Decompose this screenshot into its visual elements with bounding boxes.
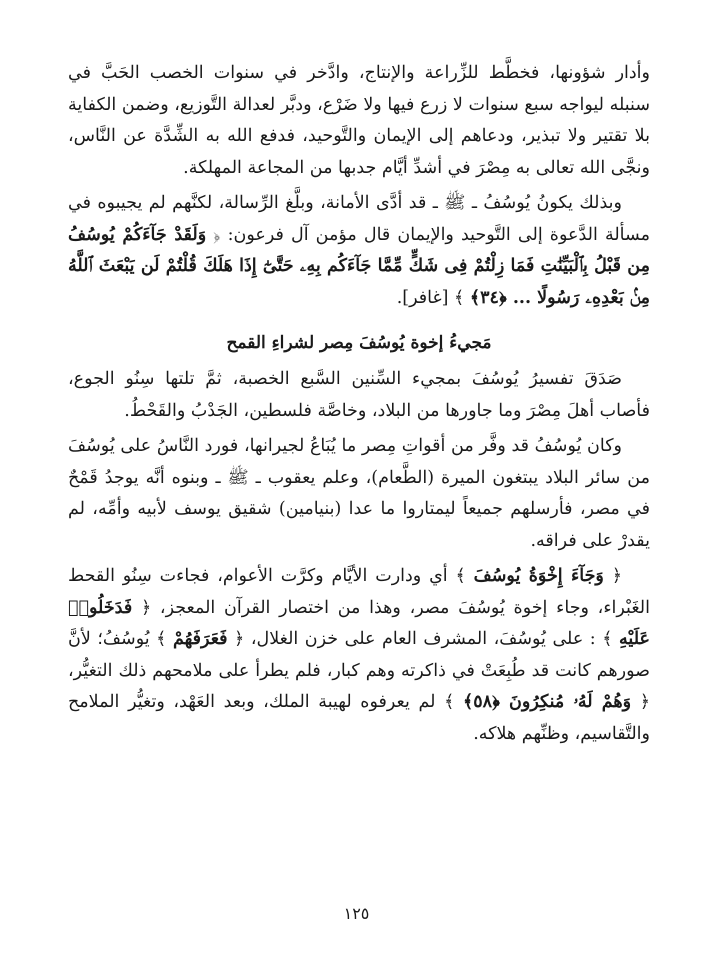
paragraph-joseph-management: وأدار شؤونها، فخطَّط للزِّراعة والإنتاج، وادَّخر في سنوات الخصب الحَبَّ في سنبله ليواجه سبع سنوات لا زرع فيها ولا ضَرْع، ودبَّر لعدالة التَّوزيع، وضمن الكفاية بلا تقتير ولا تبذير، ودعاهم إلى الإيمان والتَّوحيد، فدفع الله به الشِّدَّة عن النَّاس، ونجَّى الله تعالى به مِصْرَ في أشدِّ أيَّام جدبها من المجاعة المهلكة. [68, 63, 650, 178]
quran-phrase-unrecognizing: وَهُمْ لَهُۥ مُنكِرُونَ ﴿٥٨﴾ [463, 692, 632, 712]
paragraph-text: : على يُوسُفَ، المشرف العام على خزن الغلال، [250, 629, 596, 649]
paragraph-famine: صَدَقَ تفسيرُ يُوسُفَ بمجيء السِّنين السَّبع الخصبة، ثمَّ تلتها سِنُو الجوع، فأصاب أهلَ مِصْرَ وما جاورها من البلاد، وخاصَّة فلسطين، الجَدْبُ والقَحْطُ. [68, 369, 650, 421]
paragraph-text: يُوسُفُ؛ لأنَّ صورهم كانت قد طُبِعَتْ في ذاكرته وهم كبار، فلم يطرأ على ملامحهم ذلك التغيُّر، [68, 629, 650, 681]
quran-open-bracket: ﴿ [140, 597, 152, 618]
quran-open-bracket: ﴿ [213, 224, 221, 245]
quran-close-bracket: ﴾ [156, 629, 167, 649]
paragraph-text: أي ودارت الأيَّام وكرَّت الأعوام، فجاءت سِنُو القحط الغَبْراء، وجاء إخوة يُوسُفَ مصر، وهذا من اختصار القرآن المعجز، [68, 566, 650, 618]
quran-close-bracket: ﴾ [454, 287, 465, 308]
paragraph-brothers-sent: وكان يُوسُفُ قد وفَّر من أقواتِ مِصر ما يُبَاعُ لجيرانها، فورد النَّاسُ على يُوسُفَ من سائر البلاد يبتغون الميرة (الطَّعام)، وعلم يعقوب ـ ﷺ ـ وبنوه أنَّه يوجدُ قَمْحٌ في مصر، فأرسلهم جميعاً ليمتاروا ما عدا (بنيامين) شقيق يوسف لأبيه وأمِّه، لم يقدرْ على فراقه. [68, 436, 650, 551]
surah-reference: [غافر]. [396, 287, 449, 308]
section-heading: مَجيءُ إخوة يُوسُفَ مِصر لشراءِ القمح [226, 333, 492, 353]
paragraph-joseph-mission [68, 188, 650, 314]
quran-close-bracket: ﴾ [455, 566, 466, 586]
paragraph-brothers-arrive [68, 561, 650, 750]
quran-open-bracket: ﴿ [611, 566, 622, 586]
page-body [68, 58, 650, 754]
quran-open-bracket: ﴿ [639, 692, 650, 712]
quran-close-bracket: ﴾ [444, 692, 455, 712]
paragraph-text: وبذلك يكونُ يُوسُفُ ـ ﷺ ـ قد أدَّى الأمانة، وبلَّغ الرِّسالة، لكنَّهم لم يجيبوه في مسألة الدَّعوة إلى التَّوحيد والإيمان قال مؤمن آل فرعون: [68, 193, 650, 245]
quran-verse-ghafir-34: وَلَقَدْ جَآءَكُمْ يُوسُفُ مِن قَبْلُ بِٱلْبَيِّنَٰتِ فَمَا زِلْتُمْ فِى شَكٍّ مِّمَّا جَآءَكُم بِهِۦ حَتَّىٰٓ إِذَا هَلَكَ قُلْتُمْ لَن يَبْعَثَ ٱللَّهُ مِنۢ بَعْدِهِۦ رَسُولًا ... ﴿٣٤﴾ [68, 224, 650, 308]
quran-phrase-brothers-came: وَجَآءَ إِخْوَةُ يُوسُفَ [473, 566, 604, 586]
page-number: ١٢٥ [343, 904, 370, 923]
quran-close-bracket: ﴾ [602, 629, 613, 649]
paragraph-text: لم يعرفوه لهيبة الملك، وبعد العَهْد، وتغيُّر الملامح والتَّقاسيم، وظنِّهم هلاكه. [68, 692, 650, 744]
quran-phrase-entered: فَدَخَلُوا۟ عَلَيْهِ [68, 597, 650, 649]
quran-open-bracket: ﴿ [234, 629, 245, 649]
quran-phrase-recognized: فَعَرَفَهُمْ [172, 629, 228, 649]
